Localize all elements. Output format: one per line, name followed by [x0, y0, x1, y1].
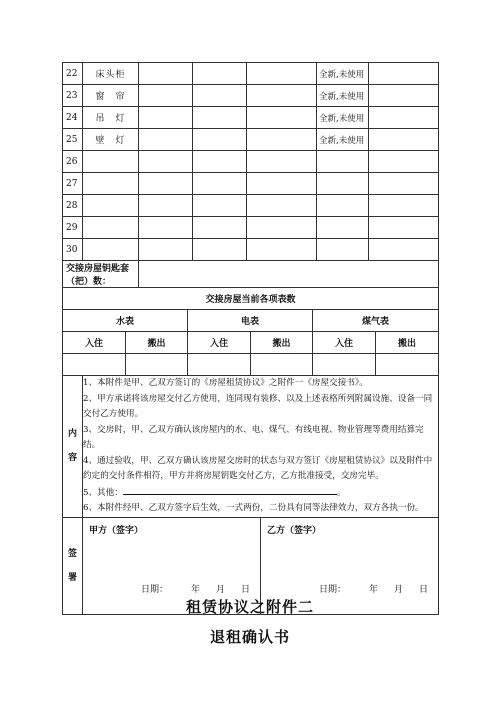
party-a-day: 日 — [241, 584, 251, 595]
row-col-7 — [369, 239, 439, 261]
row-item — [83, 217, 139, 239]
row-condition: 全新,未使用 — [317, 107, 369, 129]
sign-label-char-2: 署 — [67, 572, 77, 583]
row-col-4 — [193, 173, 247, 195]
row-col-5 — [247, 85, 317, 107]
row-col-3 — [139, 107, 193, 129]
inventory-row — [63, 195, 439, 217]
party-a-date — [141, 582, 250, 595]
row-number: 25 — [63, 129, 83, 151]
inventory-row — [63, 85, 439, 107]
row-number: 30 — [63, 239, 83, 261]
row-col-7 — [369, 63, 439, 85]
row-col-7 — [369, 85, 439, 107]
party-b-year: 年 — [369, 584, 379, 595]
row-col-4 — [193, 195, 247, 217]
row-col-4 — [193, 63, 247, 85]
keys-value — [139, 261, 439, 288]
row-condition: 全新,未使用 — [317, 129, 369, 151]
row-col-5 — [247, 63, 317, 85]
annex-title: 租赁协议之附件二 — [185, 598, 314, 616]
row-col-3 — [139, 217, 193, 239]
party-b-label: 乙方（签字） — [267, 525, 322, 536]
row-condition — [317, 217, 369, 239]
gas-out-value — [376, 354, 439, 376]
inventory-row — [63, 217, 439, 239]
row-item: 床头柜 — [83, 63, 139, 85]
content-label-char-1: 内 — [67, 429, 77, 440]
row-col-5 — [247, 129, 317, 151]
row-item: 壁 灯 — [83, 129, 139, 151]
row-condition — [317, 195, 369, 217]
gas-meter-header: 煤气表 — [313, 310, 439, 332]
row-item — [83, 151, 139, 173]
inventory-row — [63, 129, 439, 151]
row-condition — [317, 151, 369, 173]
term-4: 4、通过验收，甲、乙双方确认该房屋交房时的状态与双方签订《房屋租赁协议》以及附件中约定的交付条件相符，甲方并将房屋钥匙交付乙方，乙方批准接受，交房完毕。 — [83, 455, 433, 481]
terms-body — [83, 376, 439, 517]
inventory-table — [62, 62, 439, 310]
gas-out-label: 搬出 — [376, 332, 439, 354]
row-col-7 — [369, 107, 439, 129]
document-title: 退租确认书 — [209, 628, 290, 646]
row-col-5 — [247, 217, 317, 239]
term-6: 6、本附件经甲、乙双方签字后生效，一式两份，二份具有同等法律效力，双方各执一份。 — [83, 503, 424, 513]
electric-out-label: 搬出 — [251, 332, 313, 354]
gas-in-label: 入住 — [313, 332, 376, 354]
row-col-5 — [247, 151, 317, 173]
water-in-value — [63, 354, 126, 376]
meters-title: 交接房屋当前各项表数 — [63, 288, 439, 310]
row-item — [83, 239, 139, 261]
row-condition — [317, 173, 369, 195]
party-b-month: 月 — [394, 584, 404, 595]
water-meter-header: 水表 — [63, 310, 188, 332]
party-a-month: 月 — [216, 584, 226, 595]
term-5-end: 。 — [336, 487, 346, 498]
electric-in-label: 入住 — [188, 332, 251, 354]
term-5-blank[interactable] — [123, 485, 337, 495]
inventory-row — [63, 239, 439, 261]
inventory-row — [63, 107, 439, 129]
handover-form — [62, 62, 438, 615]
row-condition: 全新,未使用 — [317, 63, 369, 85]
row-item: 吊 灯 — [83, 107, 139, 129]
party-b-date — [319, 582, 428, 595]
row-col-7 — [369, 129, 439, 151]
electric-meter-header: 电表 — [188, 310, 313, 332]
party-b-day: 日 — [419, 584, 429, 595]
electric-in-value — [188, 354, 251, 376]
party-a-label: 甲方（签字） — [89, 525, 144, 536]
row-col-5 — [247, 107, 317, 129]
term-1: 1、本附件是甲、乙双方签订的《房屋租赁协议》之附件一《房屋交接书》。 — [83, 378, 368, 388]
row-item: 窗 帘 — [83, 85, 139, 107]
row-col-3 — [139, 195, 193, 217]
row-col-3 — [139, 239, 193, 261]
term-5-label: 5、其他： — [83, 487, 123, 498]
content-label — [63, 376, 83, 517]
row-number: 23 — [63, 85, 83, 107]
term-3: 3、交房时，甲、乙双方确认该房屋内的水、电、煤气、有线电视、物业管理等费用结算完结。 — [83, 424, 424, 450]
gas-in-value — [313, 354, 376, 376]
keys-label: 交接房屋钥匙套（把）数： — [63, 261, 139, 288]
row-col-5 — [247, 173, 317, 195]
meters-table — [62, 310, 439, 376]
row-number: 29 — [63, 217, 83, 239]
row-number: 27 — [63, 173, 83, 195]
term-2: 2、甲方承诺将该房屋交付乙方使用，连同现有装修、以及上述表格所列附属设施、设备一同交付乙方使用。 — [83, 393, 433, 419]
row-col-4 — [193, 217, 247, 239]
inventory-row — [63, 151, 439, 173]
content-label-char-2: 容 — [67, 453, 77, 464]
row-col-3 — [139, 63, 193, 85]
inventory-rows — [63, 63, 439, 261]
row-col-3 — [139, 129, 193, 151]
inventory-row — [63, 63, 439, 85]
sign-label-char-1: 签 — [67, 548, 77, 559]
party-b-date-label: 日期： — [319, 584, 347, 595]
row-col-4 — [193, 107, 247, 129]
terms-table — [62, 376, 439, 518]
row-col-3 — [139, 151, 193, 173]
row-col-3 — [139, 173, 193, 195]
row-number: 22 — [63, 63, 83, 85]
row-item — [83, 195, 139, 217]
row-col-4 — [193, 151, 247, 173]
row-col-3 — [139, 85, 193, 107]
water-in-label: 入住 — [63, 332, 126, 354]
party-a-year: 年 — [191, 584, 201, 595]
inventory-row — [63, 173, 439, 195]
row-col-7 — [369, 151, 439, 173]
row-number: 28 — [63, 195, 83, 217]
row-number: 26 — [63, 151, 83, 173]
row-col-5 — [247, 239, 317, 261]
row-col-5 — [247, 195, 317, 217]
row-condition: 全新,未使用 — [317, 85, 369, 107]
party-a-date-label: 日期： — [141, 584, 169, 595]
row-col-4 — [193, 129, 247, 151]
row-col-4 — [193, 85, 247, 107]
row-col-7 — [369, 195, 439, 217]
row-col-7 — [369, 173, 439, 195]
term-5 — [83, 485, 438, 502]
electric-out-value — [251, 354, 313, 376]
row-col-4 — [193, 239, 247, 261]
row-item — [83, 173, 139, 195]
water-out-label: 搬出 — [126, 332, 188, 354]
row-col-7 — [369, 217, 439, 239]
row-number: 24 — [63, 107, 83, 129]
water-out-value — [126, 354, 188, 376]
row-condition — [317, 239, 369, 261]
